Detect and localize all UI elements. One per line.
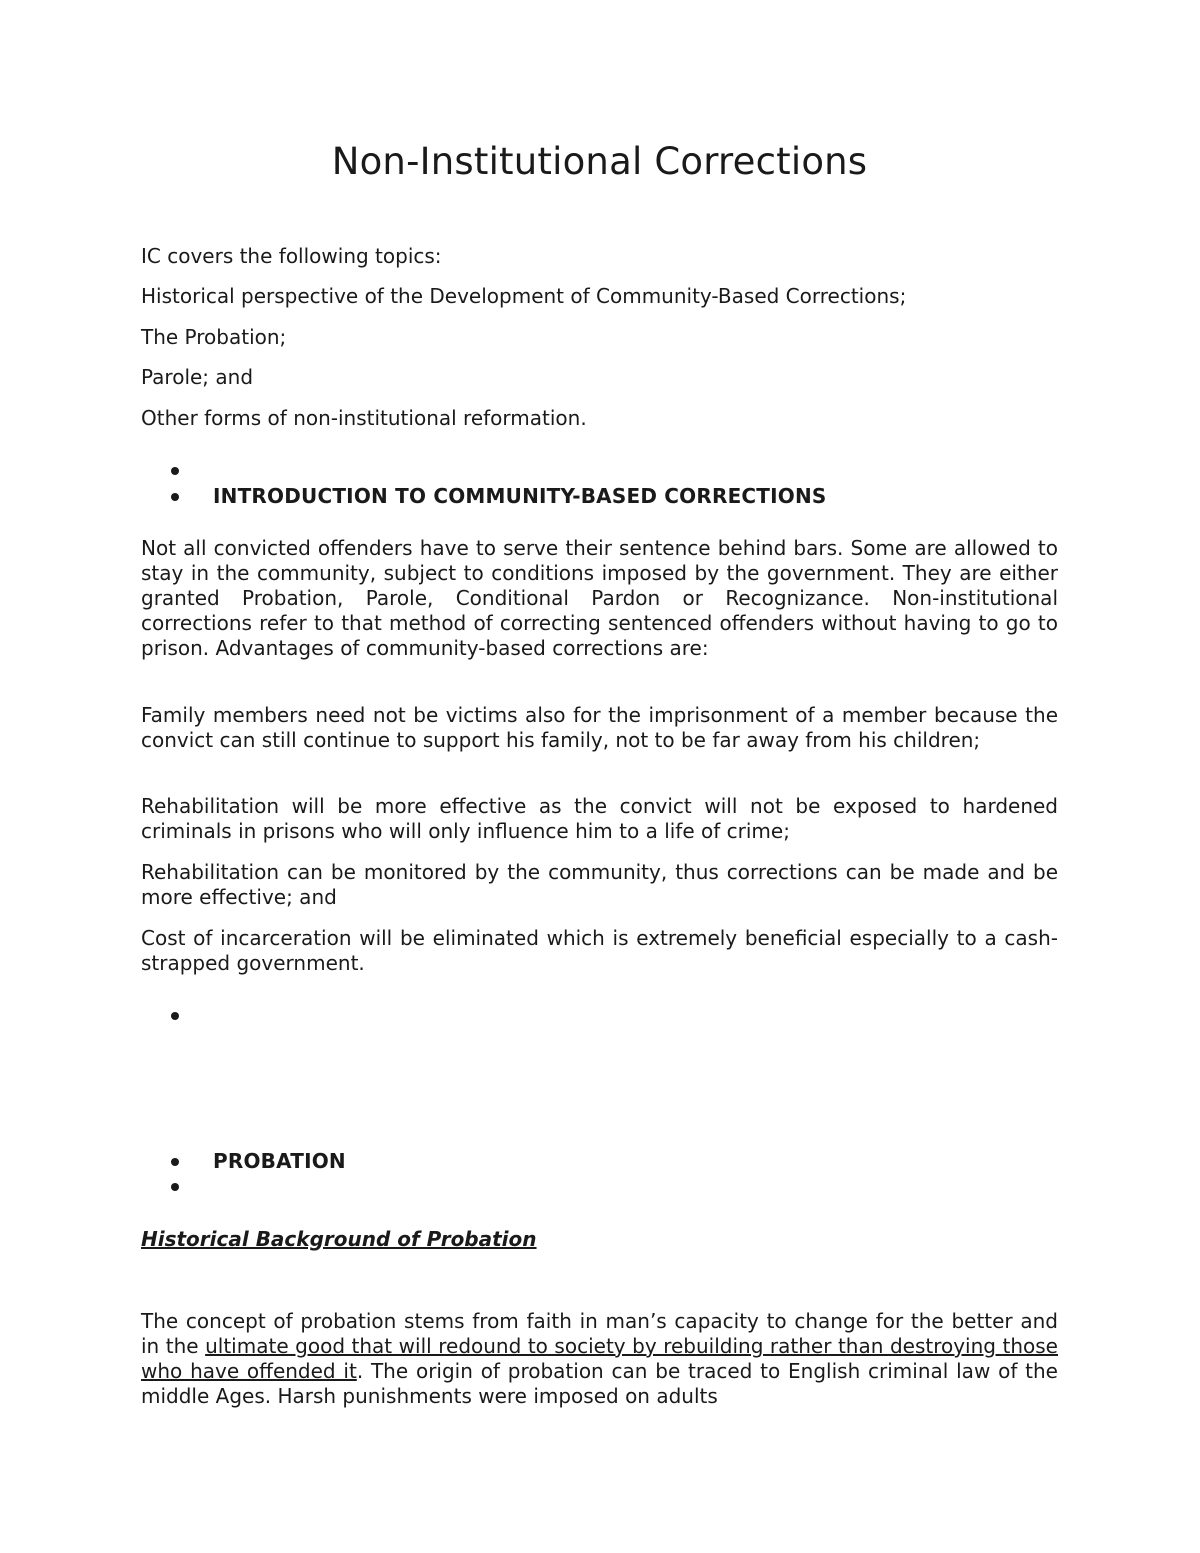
topic-item: Historical perspective of the Development of Community-Based Corrections; <box>141 284 907 308</box>
bullet-dot-icon <box>171 493 179 501</box>
advantage-item: Cost of incarceration will be eliminated which is extremely beneficial especially to a cash-strapped government. <box>141 926 1058 975</box>
advantage-item: Rehabilitation can be monitored by the community, thus corrections can be made and be more effective; and <box>141 860 1058 909</box>
bullet-dot-icon <box>171 1183 179 1191</box>
probation-paragraph <box>141 1309 1058 1409</box>
advantage-item: Rehabilitation will be more effective as the convict will not be exposed to hardened criminals in prisons who will only influence him to a life of crime; <box>141 794 1058 843</box>
underlined-text: ultimate good that will redound to society by rebuilding rather than destroying those who have offended it <box>141 1334 1058 1383</box>
bullet-dot-icon <box>171 1012 179 1020</box>
topic-item: Other forms of non-institutional reformation. <box>141 406 587 430</box>
section-heading: INTRODUCTION TO COMMUNITY-BASED CORRECTIONS <box>213 484 827 508</box>
intro-paragraph: Not all convicted offenders have to serve their sentence behind bars. Some are allowed to stay in the community, subject to conditions imposed by the government. They are either granted Probation, Parole, Conditional Pardon or Recognizance. Non-institutional corrections refer to that method of correcting sentenced offenders without having to go to prison. Advantages of community-based corrections are: <box>141 536 1058 660</box>
subheading: Historical Background of Probation <box>141 1227 537 1251</box>
topic-item: Parole; and <box>141 365 254 389</box>
topic-item: The Probation; <box>141 325 287 349</box>
advantage-item: Family members need not be victims also for the imprisonment of a member because the convict can still continue to support his family, not to be far away from his children; <box>141 703 1058 752</box>
page-title: Non-Institutional Corrections <box>331 140 868 183</box>
section-heading: PROBATION <box>213 1149 346 1173</box>
bullet-dot-icon <box>171 467 179 475</box>
topics-intro: IC covers the following topics: <box>141 244 442 268</box>
paragraph-text: . The origin of probation can be traced to English criminal law of the middle Ages. Harsh punishments were imposed on adults <box>141 1359 1058 1408</box>
bullet-dot-icon <box>171 1158 179 1166</box>
paragraph-text: The concept of probation stems from faith in man’s capacity to change for the better and in the <box>141 1309 1058 1358</box>
